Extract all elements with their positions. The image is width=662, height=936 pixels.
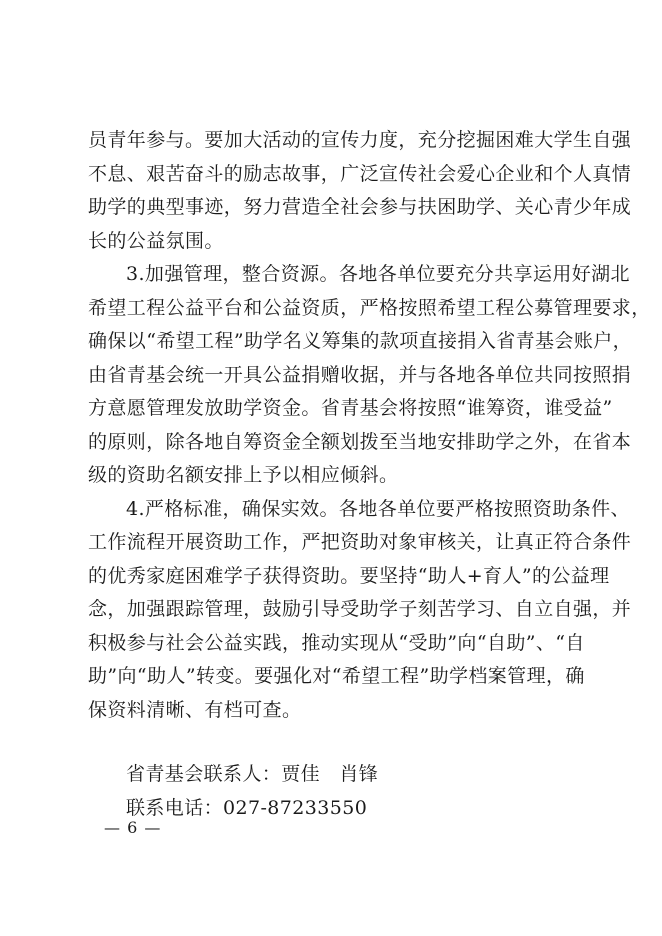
text-line: 确保以“希望工程”助学名义筹集的款项直接捐入省青基会账户， bbox=[88, 330, 633, 352]
page-number: — 6 — bbox=[104, 818, 162, 837]
contact-person: 省青基会联系人：贾佳 肖锋 bbox=[126, 763, 379, 785]
text-line: 的原则，除各地自筹资金全额划拨至当地安排助学之外，在省本 bbox=[88, 430, 632, 453]
text-line: 念，加强跟踪管理，鼓励引导受助学子刻苦学习、自立自强，并 bbox=[88, 598, 632, 620]
text-line: 4.严格标准，确保实效。各地各单位要严格按照资助条件、 bbox=[126, 497, 630, 520]
text-line: 员青年参与。要加大活动的宣传力度，充分挖掘困难大学生自强 bbox=[88, 129, 632, 151]
text-line: 积极参与社会公益实践，推动实现从“受助”向“自助”、“自 bbox=[88, 631, 585, 654]
text-line: 3.加强管理，整合资源。各地各单位要充分共享运用好湖北 bbox=[126, 263, 630, 285]
text-line: 助”向“助人”转变。要强化对“希望工程”助学档案管理，确 bbox=[88, 665, 585, 687]
text-line: 不息、艰苦奋斗的励志故事，广泛宣传社会爱心企业和个人真情 bbox=[88, 162, 632, 185]
text-line: 的优秀家庭困难学子获得资助。要坚持“助人+育人”的公益理 bbox=[88, 564, 610, 587]
text-line: 长的公益氛围。 bbox=[88, 229, 224, 252]
text-line: 希望工程公益平台和公益资质，严格按照希望工程公募管理要求， bbox=[88, 296, 651, 319]
contact-block bbox=[88, 758, 378, 825]
text-line: 助学的典型事迹，努力营造全社会参与扶困助学、关心青少年成 bbox=[88, 196, 632, 218]
text-line: 由省青基会统一开具公益捐赠收据，并与各地各单位共同按照捐 bbox=[88, 363, 632, 386]
body-text bbox=[88, 124, 651, 727]
text-line: 级的资助名额安排上予以相应倾斜。 bbox=[88, 464, 399, 486]
text-line: 保资料清晰、有档可查。 bbox=[88, 698, 302, 721]
text-line: 方意愿管理发放助学资金。省青基会将按照“谁筹资，谁受益” bbox=[88, 397, 613, 419]
text-line: 工作流程开展资助工作，严把资助对象审核关，让真正符合条件 bbox=[88, 531, 632, 553]
contact-phone: 联系电话：027-87233550 bbox=[126, 796, 368, 819]
